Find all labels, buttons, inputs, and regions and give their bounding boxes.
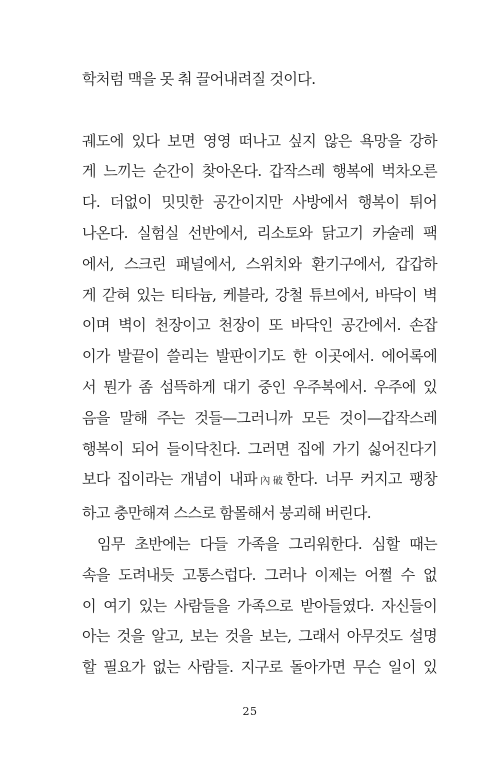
- text-line: 나온다. 실험실 선반에서, 리소토와 닭고기 카술레 팩: [82, 223, 437, 242]
- text-segment: 한다. 너무 커지고 팽창: [285, 470, 437, 489]
- text-line: 이며 벽이 천장이고 천장이 또 바닥인 공간에서. 손잡: [82, 316, 437, 335]
- text-line: 학처럼 맥을 못 춰 끌어내려질 것이다.: [82, 70, 316, 88]
- text-line: 임무 초반에는 다들 가족을 그리워한다. 심할 때는: [97, 534, 437, 553]
- text-line: 할 필요가 없는 사람들. 지구로 돌아가면 무슨 일이 있: [82, 658, 437, 677]
- text-line: 궤도에 있다 보면 영영 떠나고 싶지 않은 욕망을 강하: [82, 131, 437, 150]
- text-line: 이 여기 있는 사람들을 가족으로 받아들였다. 자신들이: [82, 596, 437, 615]
- text-line: 에서, 스크린 패널에서, 스위치와 환기구에서, 갑갑하: [82, 254, 437, 273]
- text-segment: 보다 집이라는 개념이 내파: [82, 470, 257, 489]
- text-line-with-hanja: [82, 464, 437, 498]
- text-line: 게 갇혀 있는 티타늄, 케블라, 강철 튜브에서, 바닥이 벽: [82, 285, 437, 304]
- page-number: 25: [242, 705, 258, 718]
- text-line: 아는 것을 알고, 보는 것을 보는, 그래서 아무것도 설명: [82, 627, 437, 646]
- text-line: 게 느끼는 순간이 찾아온다. 갑작스레 행복에 벅차오른: [82, 162, 437, 181]
- hanja-gloss: 內破: [256, 476, 286, 488]
- text-line: 이가 발끝이 쓸리는 발판이기도 한 이곳에서. 에어록에: [82, 347, 437, 366]
- text-line: 서 뭔가 좀 섬뜩하게 대기 중인 우주복에서. 우주에 있: [82, 377, 437, 396]
- text-line: 속을 도려내듯 고통스럽다. 그러나 이제는 어쩔 수 없: [82, 565, 437, 584]
- paragraph-gap: [82, 95, 437, 126]
- text-line: 하고 충만해져 스스로 함몰해서 붕괴해 버린다.: [82, 504, 371, 523]
- body-text: [82, 64, 437, 683]
- text-line: 다. 더없이 밋밋한 공간이지만 사방에서 행복이 튀어: [82, 193, 437, 212]
- text-line: 음을 말해 주는 것들—그러니까 모든 것이—갑작스레: [82, 408, 437, 427]
- text-line: 행복이 되어 들이닥친다. 그러면 집에 가기 싫어진다기: [82, 439, 437, 458]
